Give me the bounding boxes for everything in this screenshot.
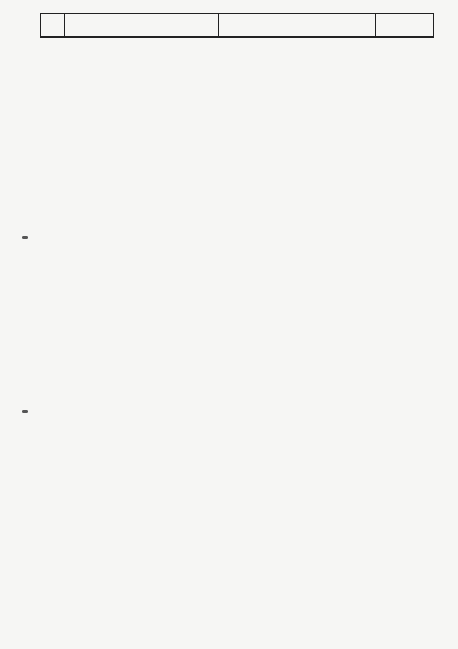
binder-hole-mark — [22, 236, 28, 239]
header-name — [65, 14, 219, 37]
data-table — [40, 13, 434, 38]
continuation-row — [41, 37, 434, 38]
table-header-row — [41, 14, 434, 37]
header-number — [41, 14, 65, 37]
header-note — [376, 14, 434, 37]
continuation-description — [219, 37, 376, 38]
header-description — [219, 14, 376, 37]
binder-hole-mark — [22, 410, 28, 413]
